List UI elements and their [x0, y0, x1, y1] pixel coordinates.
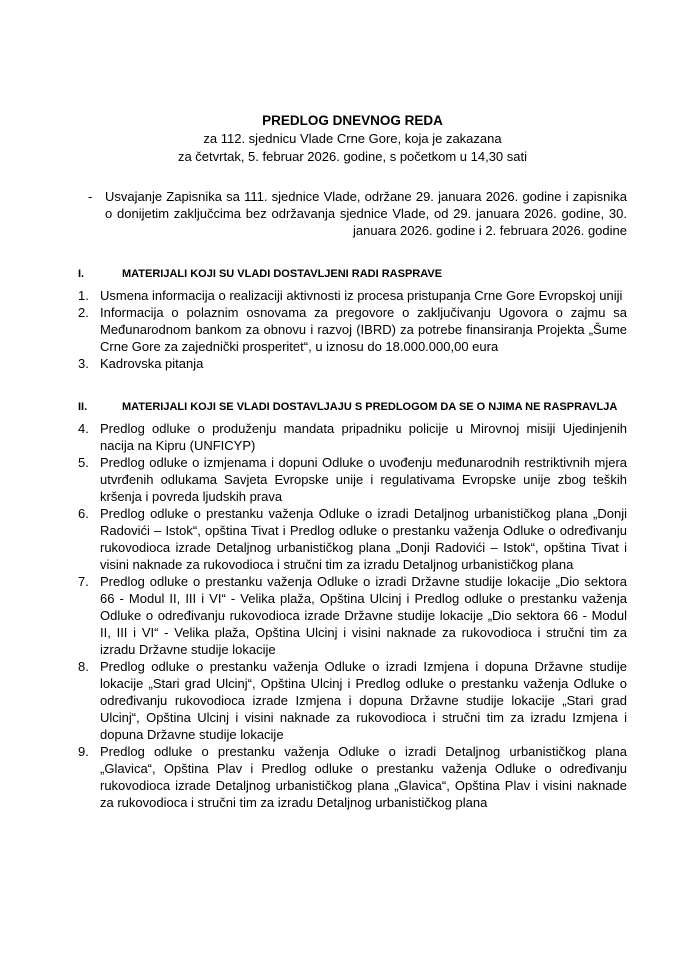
document-header	[78, 112, 627, 166]
agenda-item-5-text: Predlog odluke o izmjenama i dopuni Odluke o uvođenju međunarodnih restriktivnih mjera utvrđenih odlukama Savjeta Evropske unije i regulativama Evropske unije zbog teških kršenja i povreda ljudskih prava	[100, 455, 627, 504]
agenda-item-1-text: Usmena informacija o realizaciji aktivnosti iz procesa pristupanja Crne Gore Evropskoj uniji	[100, 288, 623, 303]
agenda-item-4-text: Predlog odluke o produženju mandata pripadniku policije u Mirovnoj misiji Ujedinjenih nacija na Kipru (UNFICYP)	[100, 421, 627, 453]
agenda-item-7-number: 7.	[78, 574, 89, 589]
preamble-item	[78, 188, 627, 239]
section-1	[78, 267, 627, 372]
section-2-heading	[78, 400, 627, 415]
section-1-number: I.	[78, 268, 85, 280]
agenda-item-9-number: 9.	[78, 744, 89, 759]
agenda-item-3	[78, 355, 627, 372]
preamble-text: Usvajanje Zapisnika sa 111. sjednice Vlade, održane 29. januara 2026. godine i zapisnika o donijetim zaključcima bez održavanja sjednice Vlade, od 29. januara 2026. godine, 30. januara 2026. godine i 2. februara 2026. godine	[105, 189, 627, 238]
agenda-item-8-number: 8.	[78, 659, 89, 674]
agenda-item-4-number: 4.	[78, 421, 89, 436]
section-2	[78, 400, 627, 811]
agenda-item-1	[78, 287, 627, 304]
agenda-item-9-text: Predlog odluke o prestanku važenja Odluke o izradi Detaljnog urbanističkog plana „Glavica“, Opština Plav i Predlog odluke o prestanku važenja Odluke o određivanju rukovodioca izrade Detaljnog urbanističkog plana „Glavica“, Opština Plav i visini naknade za rukovodioca i stručni tim za izradu Detaljnog urbanističkog plana	[100, 744, 627, 810]
agenda-item-2-number: 2.	[78, 305, 89, 320]
agenda-item-6-number: 6.	[78, 506, 89, 521]
document-subtitle-line-2: za četvrtak, 5. februar 2026. godine, s početkom u 14,30 sati	[177, 149, 528, 164]
agenda-item-1-number: 1.	[78, 288, 89, 303]
agenda-item-6-text: Predlog odluke o prestanku važenja Odluke o izradi Detaljnog urbanističkog plana „Donji Radovići – Istok“, opština Tivat i Predlog odluke o prestanku važenja Odluke o određivanju rukovodioca izrade Detaljnog urbanističkog plana „Donji Radovići – Istok“, opština Tivat i visini naknade za rukovodioca i stručni tim za izradu Detaljnog urbanističkog plana	[100, 506, 627, 572]
agenda-item-8	[78, 658, 627, 743]
section-2-number: II.	[78, 401, 88, 413]
section-1-heading	[78, 267, 627, 282]
document-title: PREDLOG DNEVNOG REDA	[262, 113, 443, 128]
dash-marker: -	[88, 189, 93, 204]
agenda-item-2-text: Informacija o polaznim osnovama za pregovore o zaključivanju Ugovora o zajmu sa Međunarodnom bankom za obnovu i razvoj (IBRD) za potrebe finansiranja Projekta „Šume Crne Gore za zajednički prosperitet“, u iznosu do 18.000.000,00 eura	[100, 305, 627, 354]
agenda-item-2	[78, 304, 627, 355]
agenda-item-8-text: Predlog odluke o prestanku važenja Odluke o izradi Izmjena i dopuna Državne studije lokacije „Stari grad Ulcinj“, Opština Ulcinj i Predlog odluke o prestanku važenja Odluke o određivanju rukovodioca izrade Izmjena i dopuna Državne studije lokacije „Stari grad Ulcinj“, Opština Ulcinj i visini naknade za rukovodioca i stručni tim za izradu Izmjena i dopuna Državne studije lokacije	[100, 659, 627, 742]
agenda-item-7-text: Predlog odluke o prestanku važenja Odluke o izradi Državne studije lokacije „Dio sektora 66 - Modul II, III i VI“ - Velika plaža, Opština Ulcinj i Predlog odluke o prestanku važenja Odluke o određivanju rukovodioca izrade Državne studije lokacije „Dio sektora 66 - Modul II, III i VI“ - Velika plaža, Opština Ulcinj i visini naknade za rukovodioca i stručni tim za izradu Državne studije lokacije	[100, 574, 627, 657]
agenda-item-7	[78, 573, 627, 658]
agenda-item-3-text: Kadrovska pitanja	[100, 356, 204, 371]
agenda-item-6	[78, 505, 627, 573]
section-1-title: MATERIJALI KOJI SU VLADI DOSTAVLJENI RADI RASPRAVE	[122, 268, 443, 280]
agenda-item-4	[78, 420, 627, 454]
document-subtitle-line-1: za 112. sjednicu Vlade Crne Gore, koja je zakazana	[203, 131, 502, 146]
agenda-item-5-number: 5.	[78, 455, 89, 470]
agenda-item-3-number: 3.	[78, 356, 89, 371]
section-2-title: MATERIJALI KOJI SE VLADI DOSTAVLJAJU S PREDLOGOM DA SE O NJIMA NE RASPRAVLJA	[122, 401, 618, 413]
agenda-item-9	[78, 743, 627, 811]
agenda-item-5	[78, 454, 627, 505]
